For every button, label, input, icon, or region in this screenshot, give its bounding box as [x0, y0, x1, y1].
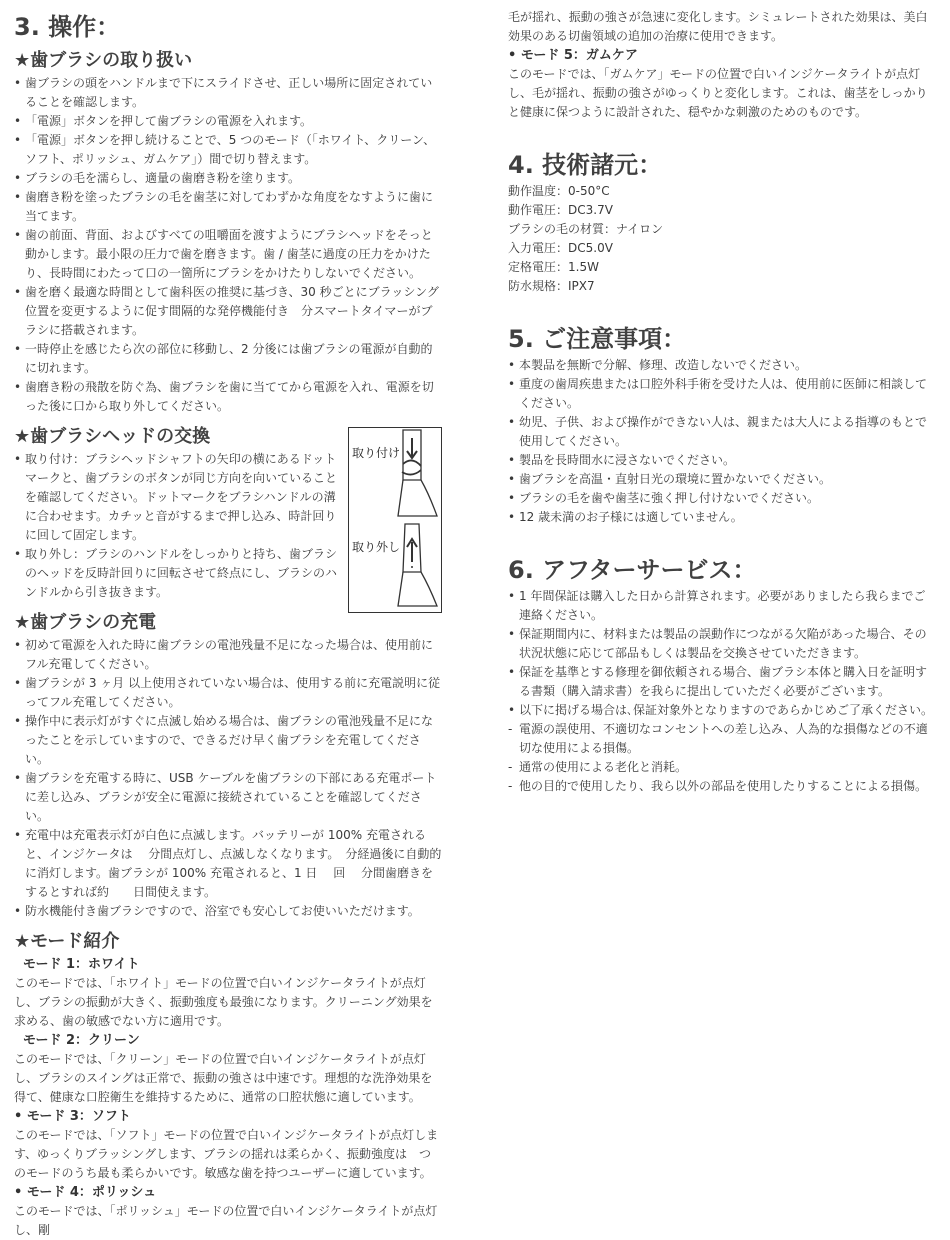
list-item: • 初めて電源を入れた時に歯ブラシの電池残量不足になった場合は、使用前にフル充電してください。 — [14, 636, 442, 674]
left-column — [14, 10, 442, 1240]
head-replace-section — [14, 424, 442, 602]
list-item: • 幼児、子供、および操作ができない人は、親または大人による指導のもとで使用してください。 — [508, 413, 936, 451]
list-item: • 歯の前面、背面、およびすべての咀嚼面を渡すようにブラシヘッドをそっと動かします。最小限の圧力で歯を磨きます。歯 / 歯茎に過度の圧力をかけたり、長時間にわたって口の一箇所にブラシをかけたりしないでください。 — [14, 226, 442, 283]
remove-label: 取り外し — [352, 540, 401, 554]
list-item: • 歯磨き粉を塗ったブラシの毛を歯茎に対してわずかな角度をなすように歯に当てます。 — [14, 188, 442, 226]
spec-item: 定格電圧：1.5W — [508, 260, 599, 274]
list-item: • 「電源」ボタンを押し続けることで、5 つのモード（「ホワイト、クリーン、ソフト、ポリッシュ、ガムケア」）間で切り替えます。 — [14, 131, 442, 169]
list-item: • 1 年間保証は購入した日から計算されます。必要がありましたら我らまでご連絡ください。 — [508, 587, 936, 625]
list-item: • 取り付け：ブラシヘッドシャフトの矢印の横にあるドットマークと、歯ブラシのボタンが同じ方向を向いていることを確認してください。ドットマークをブラシハンドルの溝に合わせます。カチッと音がするまで押し込み、時計回りに回して固定します。 — [14, 450, 340, 545]
spec-item: 動作温度：0-50°C — [508, 184, 610, 198]
charging-list — [14, 636, 442, 921]
list-item: • 12 歳未満のお子様には適していません。 — [508, 508, 936, 527]
list-item: • 歯を磨く最適な時間として歯科医の推奨に基づき、30 秒ごとにブラッシング位置を変更するように促す間隔的な発停機能付き 分スマートタイマーがブラシに搭載されます。 — [14, 283, 442, 340]
list-item: • 重度の歯周疾患または口腔外科手術を受けた人は、使用前に医師に相談してください。 — [508, 375, 936, 413]
mode1-text: このモードでは、「ホワイト」モードの位置で白いインジケータライトが点灯し、ブラシの振動が大きく、振動強度も最強になります。クリーニング効果を求める、歯の敏感でない方に適用です。 — [14, 976, 433, 1028]
mode2-title: モード 2：クリーン — [23, 1033, 140, 1048]
after-service-list — [508, 587, 936, 720]
spec-item: 防水規格：IPX7 — [508, 279, 595, 293]
head-replace-figure — [348, 427, 442, 613]
operation-title: 3. 操作： — [14, 13, 121, 41]
toothbrush-diagram-icon — [349, 428, 441, 612]
spec-item: 動作電圧：DC3.7V — [508, 203, 613, 217]
head-replace-title: ★歯ブラシヘッドの交換 — [14, 426, 211, 447]
list-item: • 製品を長時間水に浸さないでください。 — [508, 451, 936, 470]
mode4-text: このモードでは、「ポリッシュ」モードの位置で白いインジケータライトが点灯し、剛 — [14, 1204, 438, 1237]
right-column — [508, 8, 936, 796]
list-item: • 歯ブラシが 3 ヶ月 以上使用されていない場合は、使用する前に充電説明に従ってフル充電してください。 — [14, 674, 442, 712]
list-item: • ブラシの毛を濡らし、適量の歯磨き粉を塗ります。 — [14, 169, 442, 188]
mode4-title: • モード 4：ポリッシュ — [14, 1185, 157, 1200]
mode3-text: このモードでは、「ソフト」モードの位置で白いインジケータライトが点灯します、ゆっくりブラッシングします、ブラシの揺れは柔らかく、振動強度は つのモードのうち最も柔らかいです。敏感な歯を持つユーザーに適しています。 — [14, 1128, 439, 1180]
charging-title: ★歯ブラシの充電 — [14, 612, 157, 633]
list-item: • 充電中は充電表示灯が白色に点滅します。バッテリーが 100% 充電されると、インジケータは 分間点灯し、点滅しなくなります。 分経過後に自動的に消灯します。歯ブラシが 100% 充電されると、1 日 回 分間歯磨きをするとすれば約 日間使えます。 — [14, 826, 442, 902]
list-item: • 防水機能付き歯ブラシですので、浴室でも安心してお使いいただけます。 — [14, 902, 442, 921]
list-item: • 「電源」ボタンを押して歯ブラシの電源を入れます。 — [14, 112, 442, 131]
cautions-title: 5. ご注意事項： — [508, 325, 687, 353]
modes-title: ★モード紹介 — [14, 931, 120, 952]
handling-list — [14, 74, 442, 416]
list-item: - 電源の誤使用、不適切なコンセントへの差し込み、人為的な損傷などの不適切な使用による損傷。 — [508, 720, 936, 758]
list-item: • 一時停止を感じたら次の部位に移動し、2 分後には歯ブラシの電源が自動的に切れます。 — [14, 340, 442, 378]
list-item: • 取り外し：ブラシのハンドルをしっかりと持ち、歯ブラシのヘッドを反時計回りに回転させて終点にし、ブラシのハンドルから引き抜きます。 — [14, 545, 340, 602]
list-item: • 保証を基準とする修理を御依頼される場合、歯ブラシ本体と購入日を証明する書類（購入請求書）を我らに提出していただく必要がございます。 — [508, 663, 936, 701]
mode5-title: • モード 5：ガムケア — [508, 48, 638, 63]
exclusions-list — [508, 720, 936, 796]
list-item: - 通常の使用による老化と消耗。 — [508, 758, 936, 777]
list-item: • 保証期間内に、材料または製品の誤動作につながる欠陥があった場合、その状況状態に応じて部品もしくは製品を交換させていただきます。 — [508, 625, 936, 663]
list-item: • 本製品を無断で分解、修理、改造しないでください。 — [508, 356, 936, 375]
specs-list — [508, 182, 936, 296]
after-service-title: 6. アフターサービス： — [508, 556, 757, 584]
mode1-title: モード 1：ホワイト — [23, 957, 140, 972]
list-item: • 歯磨き粉の飛散を防ぐ為、歯ブラシを歯に当ててから電源を入れ、電源を切った後に口から取り外してください。 — [14, 378, 442, 416]
head-replace-list — [14, 450, 340, 602]
attach-label: 取り付け — [352, 446, 401, 460]
cautions-list — [508, 356, 936, 527]
mode2-text: このモードでは、「クリーン」モードの位置で白いインジケータライトが点灯し、ブラシのスイングは正常で、振動の強さは中速です。理想的な洗浄効果を得て、健康な口腔衛生を維持するために、通常の口腔状態に適しています。 — [14, 1052, 433, 1104]
list-item: - 他の目的で使用したり、我ら以外の部品を使用したりすることによる損傷。 — [508, 777, 936, 796]
mode4-text-continued: 毛が揺れ、振動の強さが急速に変化します。シミュレートされた効果は、美白効果のある切歯領域の追加の治療に使用できます。 — [508, 10, 928, 43]
list-item: • 操作中に表示灯がすぐに点滅し始める場合は、歯ブラシの電池残量不足になったことを示していますので、できるだけ早く歯ブラシを充電してください。 — [14, 712, 442, 769]
list-item: • 以下に掲げる場合は､保証対象外となりますのであらかじめご了承ください。 — [508, 701, 936, 720]
mode3-title: • モード 3：ソフト — [14, 1109, 131, 1124]
handling-title: ★歯ブラシの取り扱い — [14, 50, 193, 71]
list-item: • 歯ブラシを高温・直射日光の環境に置かないでください。 — [508, 470, 936, 489]
spec-item: ブラシの毛の材質：ナイロン — [508, 222, 664, 236]
spec-item: 入力電圧：DC5.0V — [508, 241, 613, 255]
list-item: • 歯ブラシを充電する時に、USB ケーブルを歯ブラシの下部にある充電ポートに差し込み、ブラシが安全に電源に接続されていることを確認してください。 — [14, 769, 442, 826]
list-item: • ブラシの毛を歯や歯茎に強く押し付けないでください。 — [508, 489, 936, 508]
list-item: • 歯ブラシの頭をハンドルまで下にスライドさせ、正しい場所に固定されていることを確認します。 — [14, 74, 442, 112]
specs-title: 4. 技術諸元： — [508, 151, 663, 179]
mode5-text: このモードでは、「ガムケア」モードの位置で白いインジケータライトが点灯し、毛が揺れ、振動の強さがゆっくりと変化します。これは、歯茎をしっかりと健康に保つように設計された、穏やかな刺激のためのものです。 — [508, 67, 928, 119]
